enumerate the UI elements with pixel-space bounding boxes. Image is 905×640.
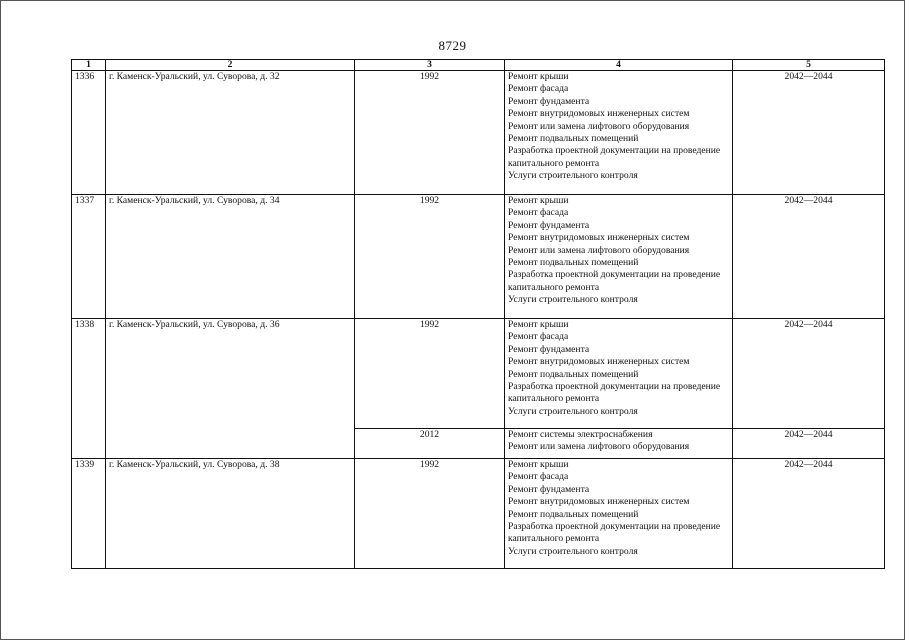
work-item: Услуги строительного контроля bbox=[508, 405, 638, 417]
work-item: Ремонт фундамента bbox=[508, 95, 590, 107]
work-item: Ремонт фасада bbox=[508, 471, 569, 483]
work-item: Ремонт подвальных помещений bbox=[508, 257, 639, 269]
year-cell: 1992 bbox=[355, 459, 505, 569]
address-cell: г. Каменск-Уральский, ул. Суворова, д. 34 bbox=[106, 195, 355, 319]
work-item: Ремонт или замена лифтового оборудования bbox=[508, 120, 690, 132]
work-item: Ремонт фасада bbox=[508, 207, 569, 219]
row-number-cell: 1338 bbox=[72, 319, 106, 459]
work-item: Ремонт крыши bbox=[508, 71, 569, 82]
work-item: Услуги строительного контроля bbox=[508, 294, 638, 306]
header-row bbox=[72, 60, 885, 71]
work-item: Услуги строительного контроля bbox=[508, 170, 638, 182]
column-header-2: 2 bbox=[106, 60, 355, 71]
address-cell: г. Каменск-Уральский, ул. Суворова, д. 32 bbox=[106, 71, 355, 195]
row-number-cell: 1336 bbox=[72, 71, 106, 195]
year-cell: 1992 bbox=[355, 319, 505, 429]
work-item: Услуги строительного контроля bbox=[508, 545, 638, 557]
year-cell: 1992 bbox=[355, 195, 505, 319]
work-item: Ремонт крыши bbox=[508, 319, 569, 330]
period-cell: 2042—2044 bbox=[733, 429, 885, 459]
work-item: Разработка проектной документации на проведение капитального ремонта bbox=[508, 381, 721, 405]
work-item: Ремонт подвальных помещений bbox=[508, 368, 639, 380]
work-item: Ремонт или замена лифтового оборудования bbox=[508, 441, 690, 453]
column-header-3: 3 bbox=[355, 60, 505, 71]
work-item: Ремонт фундамента bbox=[508, 483, 590, 495]
period-cell: 2042—2044 bbox=[733, 319, 885, 429]
work-item: Ремонт фундамента bbox=[508, 343, 590, 355]
work-item: Ремонт фасада bbox=[508, 83, 569, 95]
works-cell bbox=[505, 319, 733, 429]
work-item: Ремонт фундамента bbox=[508, 219, 590, 231]
work-item: Ремонт подвальных помещений bbox=[508, 508, 639, 520]
table-row bbox=[72, 71, 885, 195]
row-number-cell: 1339 bbox=[72, 459, 106, 569]
works-cell bbox=[505, 459, 733, 569]
address-cell: г. Каменск-Уральский, ул. Суворова, д. 38 bbox=[106, 459, 355, 569]
work-item: Разработка проектной документации на проведение капитального ремонта bbox=[508, 145, 721, 169]
row-number-cell: 1337 bbox=[72, 195, 106, 319]
capital-repair-table bbox=[71, 59, 885, 569]
works-cell bbox=[505, 195, 733, 319]
year-cell: 2012 bbox=[355, 429, 505, 459]
address-cell: г. Каменск-Уральский, ул. Суворова, д. 36 bbox=[106, 319, 355, 459]
year-cell: 1992 bbox=[355, 71, 505, 195]
work-item: Ремонт подвальных помещений bbox=[508, 133, 639, 145]
column-header-4: 4 bbox=[505, 60, 733, 71]
work-item: Ремонт крыши bbox=[508, 195, 569, 206]
work-item: Ремонт фасада bbox=[508, 331, 569, 343]
work-item: Ремонт внутридомовых инженерных систем bbox=[508, 356, 690, 368]
work-item: Ремонт внутридомовых инженерных систем bbox=[508, 232, 690, 244]
work-item: Ремонт системы электроснабжения bbox=[508, 429, 653, 440]
table-row bbox=[72, 459, 885, 569]
work-item: Разработка проектной документации на проведение капитального ремонта bbox=[508, 269, 721, 293]
period-cell: 2042—2044 bbox=[733, 195, 885, 319]
work-item: Ремонт или замена лифтового оборудования bbox=[508, 244, 690, 256]
works-cell bbox=[505, 71, 733, 195]
works-cell bbox=[505, 429, 733, 459]
work-item: Ремонт крыши bbox=[508, 459, 569, 470]
work-item: Ремонт внутридомовых инженерных систем bbox=[508, 108, 690, 120]
column-header-1: 1 bbox=[72, 60, 106, 71]
table-row bbox=[72, 195, 885, 319]
table-row bbox=[72, 319, 885, 429]
work-item: Разработка проектной документации на проведение капитального ремонта bbox=[508, 521, 721, 545]
column-header-5: 5 bbox=[733, 60, 885, 71]
page-number: 8729 bbox=[438, 38, 467, 53]
period-cell: 2042—2044 bbox=[733, 459, 885, 569]
work-item: Ремонт внутридомовых инженерных систем bbox=[508, 496, 690, 508]
period-cell: 2042—2044 bbox=[733, 71, 885, 195]
